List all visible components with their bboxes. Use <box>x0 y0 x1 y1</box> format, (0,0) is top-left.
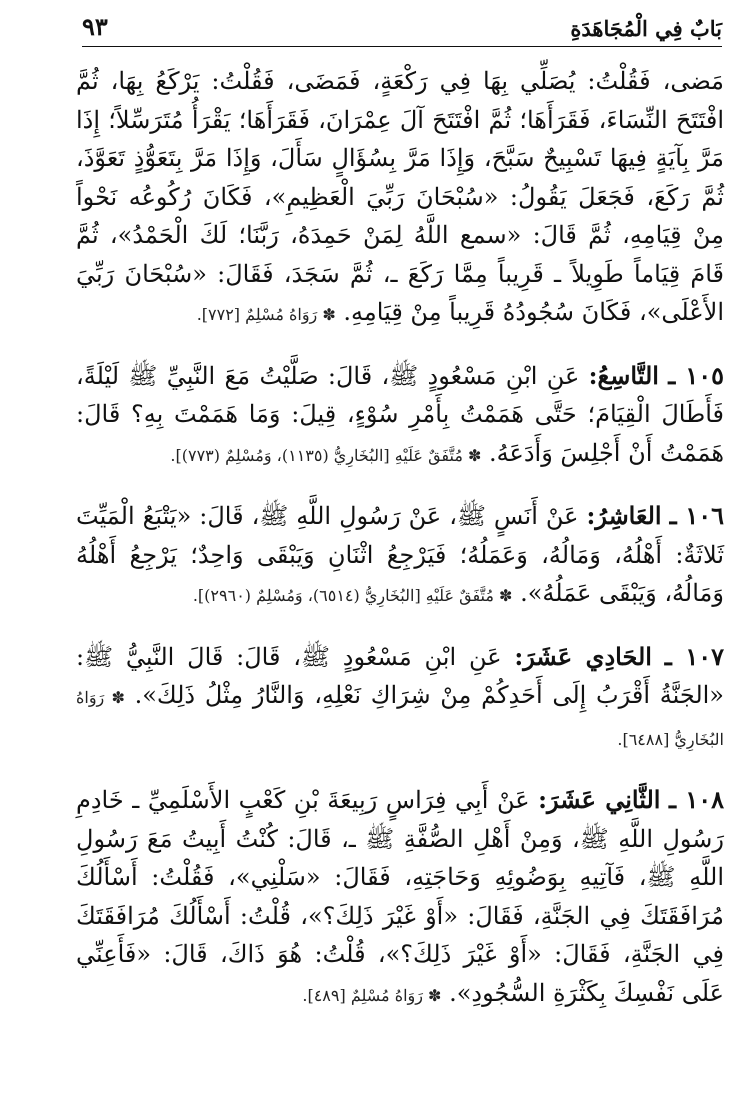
hadith-citation: ✽ مُتَّفَقٌ عَلَيْهِ [البُخَارِيُّ (١١٣٥)، وَمُسْلِمٌ (٧٧٣)]. <box>170 445 482 465</box>
hadith-text: عَنِ ابْنِ مَسْعُودٍ ﷺ، قَالَ: صَلَّيْتُ مَعَ النَّبِيِّ ﷺ لَيْلَةً، فَأَطَالَ الْقِيَامَ؛ حَتَّى هَمَمْتُ بِأَمْرِ سُوْءٍ، قِيلَ: وَمَا هَمَمْتَ بِهِ؟ قَالَ: هَمَمْتُ أَنْ أَجْلِسَ وَأَدَعَهُ. <box>76 361 724 467</box>
page-header <box>82 8 722 46</box>
hadith-heading: التَّاسِعُ: <box>588 360 659 390</box>
page-body <box>76 62 724 1015</box>
paragraph-continuation <box>76 62 724 335</box>
chapter-title: بَابٌ فِي الْمُجَاهَدَةِ <box>570 16 722 41</box>
hadith-108 <box>76 781 724 1015</box>
hadith-heading: الحَادِي عَشَرَ: <box>514 641 652 671</box>
hadith-citation: ✽ رَوَاهُ مُسْلِمٌ [٤٨٩]. <box>302 985 442 1005</box>
spacer <box>76 759 724 781</box>
hadith-number: ١٠٦ ـ <box>669 501 724 530</box>
hadith-text: مَضى، فَقُلْتُ: يُصَلِّي بِهَا فِي رَكْعَةٍ، فَمَضَى، فَقُلْتُ: يَرْكَعُ بِهَا، ثُمَّ افْتَتَحَ النِّسَاءَ، فَقَرَأَهَا؛ ثُمَّ افْتَتَحَ آلَ عِمْرَانَ، فَقَرَأَهَا؛ يَقْرَأُ مُتَرَسِّلاً؛ إِذَا مَرَّ بِآيَةٍ فِيهَا تَسْبِيحٌ سَبَّحَ، وَإِذَا مَرَّ بِسُؤَالٍ سَأَلَ، وَإِذَا مَرَّ بِتَعَوُّذٍ تَعَوَّذَ، ثُمَّ رَكَعَ، فَجَعَلَ يَقُولُ: «سُبْحَانَ رَبِّيَ الْعَظِيمِ»، فَكَانَ رُكُوعُه نَحْواً مِنْ قِيَامِهِ، ثُمَّ قَالَ: «سمع اللَّهُ لِمَنْ حَمِدَهُ، رَبَّنَا؛ لَكَ الْحَمْدُ»، ثُمَّ قَامَ قِيَاماً طَوِيلاً ـ قَرِيباً مِمَّا رَكَعَ ـ، ثُمَّ سَجَدَ، فَقَالَ: «سُبْحَانَ رَبِّيَ الأَعْلَى»، فَكَانَ سُجُودُهُ قَرِيباً مِنْ قِيَامِهِ. <box>76 67 724 326</box>
hadith-number: ١٠٥ ـ <box>668 360 724 390</box>
hadith-text: عَنْ أَبِي فِرَاسٍ رَبِيعَةَ بْنِ كَعْبٍ الأَسْلَمِيِّ ـ خَادِمِ رَسُولِ اللَّهِ ﷺ، وَمِنْ أَهْلِ الصُّفَّةِ ﷺ ـ، قَالَ: كُنْتُ أَبِيتُ مَعَ رَسُولِ اللَّهِ ﷺ، فَآتِيهِ بِوَضُوئِهِ وَحَاجَتِهِ، فَقَالَ: «سَلْنِي»، فَقُلْتُ: أَسْأَلُكَ مُرَافَقَتَكَ فِي الجَنَّةِ، فَقَالَ: «أَوْ غَيْرَ ذَلِكَ؟»، قُلْتُ: أَسْأَلُكَ مُرَافَقَتَكَ فِي الجَنَّةِ، فَقَالَ: «أَوْ غَيْرَ ذَلِكَ؟»، قُلْتُ: هُوَ ذَاكَ، قَالَ: «فَأَعِنِّي عَلَى نَفْسِكَ بِكَثْرَةِ السُّجُودِ». <box>76 786 724 1007</box>
hadith-105 <box>76 357 724 476</box>
hadith-citation: ✽ رَوَاهُ مُسْلِمٌ [٧٧٢]. <box>196 305 336 324</box>
hadith-107 <box>76 638 724 760</box>
hadith-heading: العَاشِرُ: <box>586 501 662 530</box>
hadith-citation: ✽ مُتَّفَقٌ عَلَيْهِ [البُخَارِيُّ (٦٥١٤)، وَمُسْلِمٌ (٢٩٦٠)]. <box>192 586 513 605</box>
spacer <box>76 475 724 497</box>
hadith-citation: ✽ رَوَاهُ البُخَارِيُّ [٦٤٨٨]. <box>76 688 724 749</box>
hadith-text: عَنِ ابْنِ مَسْعُودٍ ﷺ، قَالَ: قَالَ النَّبِيُّ ﷺ: «الجَنَّةُ أَقْرَبُ إِلَى أَحَدِكُمْ مِنْ شِرَاكِ نَعْلِهِ، وَالنَّارُ مِثْلُ ذَلِكَ». <box>76 642 724 709</box>
page-number: ٩٣ <box>82 12 108 41</box>
hadith-text: عَنْ أَنَسٍ ﷺ، عَنْ رَسُولِ اللَّهِ ﷺ، قَالَ: «يَتْبَعُ الْمَيِّتَ ثَلاثَةٌ: أَهْلُهُ، وَمَالُهُ، وَعَمَلُهُ؛ فَيَرْجِعُ اثْنَانِ وَيَبْقَى وَاحِدٌ؛ يَرْجِعُ أَهْلُهُ وَمَالُهُ، وَيَبْقَى عَمَلُهُ». <box>76 502 724 607</box>
spacer <box>76 616 724 638</box>
header-rule <box>82 46 722 47</box>
hadith-106 <box>76 497 724 616</box>
hadith-number: ١٠٧ ـ <box>664 641 724 671</box>
spacer <box>76 335 724 357</box>
hadith-number: ١٠٨ ـ <box>669 785 724 814</box>
hadith-heading: الثَّانِي عَشَرَ: <box>538 785 661 814</box>
